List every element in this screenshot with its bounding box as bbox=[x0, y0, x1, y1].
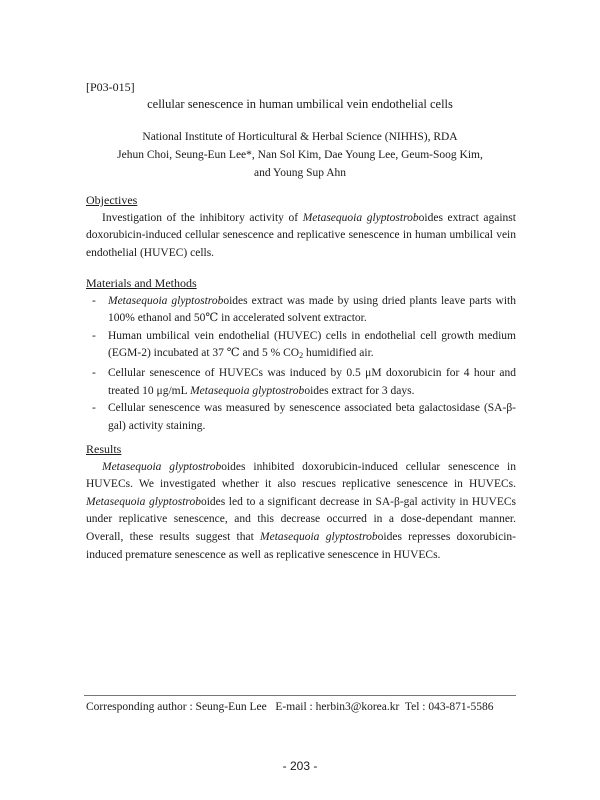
methods-item-2: - Human umbilical vein endothelial (HUVEC) cells in endothelial cell growth medium (EGM-2) incubated at 37 ℃ and 5 % $CO_2$ humidified air. bbox=[92, 329, 516, 361]
methods-section bbox=[86, 275, 516, 435]
species-name: Metasequoia glyptostrob bbox=[190, 384, 305, 397]
species-name: Metasequoia glyptostrob bbox=[302, 211, 419, 224]
species-name: Metasequoia glyptostrob bbox=[86, 495, 201, 508]
methods-item-4: - Cellular senescence was measured by senescence associated beta galactosidase (SA-β-gal) activity staining. bbox=[92, 402, 516, 432]
methods-item-1: - Metasequoia glyptostroboides extract was made by using dried plants leave parts with 100% ethanol and 50℃ in accelerated solvent extractor. bbox=[92, 294, 516, 325]
methods-list bbox=[86, 293, 516, 436]
authors-line-2: and Young Sup Ahn bbox=[253, 167, 347, 179]
methods-heading: Materials and Methods bbox=[86, 276, 197, 290]
objectives-heading: Objectives bbox=[86, 193, 138, 207]
institute: National Institute of Horticultural & Herbal Science (NIHHS), RDA bbox=[142, 131, 458, 143]
species-name: Metasequoia glyptostrob bbox=[260, 530, 378, 543]
abstract-title: cellular senescence in human umbilical vein endothelial cells bbox=[147, 97, 453, 111]
methods-item-3: - Cellular senescence of HUVECs was induced by 0.5 μM doxorubicin for 4 hour and treated 10 μg/mL Metasequoia glyptostroboides extract for 3 days. bbox=[92, 366, 516, 397]
results-text: Metasequoia glyptostroboides inhibited doxorubicin-induced cellular senescence in HUVECs. We investigated whether it also rescues replicative senescence in HUVECs. Metasequoia glyptostroboides led to a significant decrease in SA-β-gal activity in HUVECs under replicative senescence, and this decrease occurred in a dose-dependant manner. Overall, these results suggest that Metasequoia glyptostroboides represses doxorubicin-induced premature senescence as well as replicative senescence in HUVECs. bbox=[86, 460, 516, 561]
results-heading: Results bbox=[86, 442, 122, 456]
page-number: - 203 - bbox=[282, 759, 318, 773]
objectives-section bbox=[86, 192, 516, 262]
abstract-code: [P03-015] bbox=[86, 80, 135, 94]
objectives-text: Investigation of the inhibitory activity of Metasequoia glyptostroboides extract against doxorubicin-induced cellular senescence and replicative senescence in human umbilical vein endothelial (HUVEC) cells. bbox=[86, 211, 516, 259]
results-section bbox=[86, 441, 516, 564]
affiliation-block bbox=[0, 128, 600, 182]
footer-divider bbox=[84, 695, 516, 696]
species-name: Metasequoia glyptostrob bbox=[102, 460, 222, 473]
authors-line-1: Jehun Choi, Seung-Eun Lee*, Nan Sol Kim, Dae Young Lee, Geum-Soog Kim, bbox=[117, 149, 483, 161]
corresponding-author: Corresponding author : Seung-Eun Lee E-mail : herbin3@korea.kr Tel : 043-871-5586 bbox=[86, 701, 494, 713]
species-name: Metasequoia glyptostrob bbox=[108, 294, 224, 307]
